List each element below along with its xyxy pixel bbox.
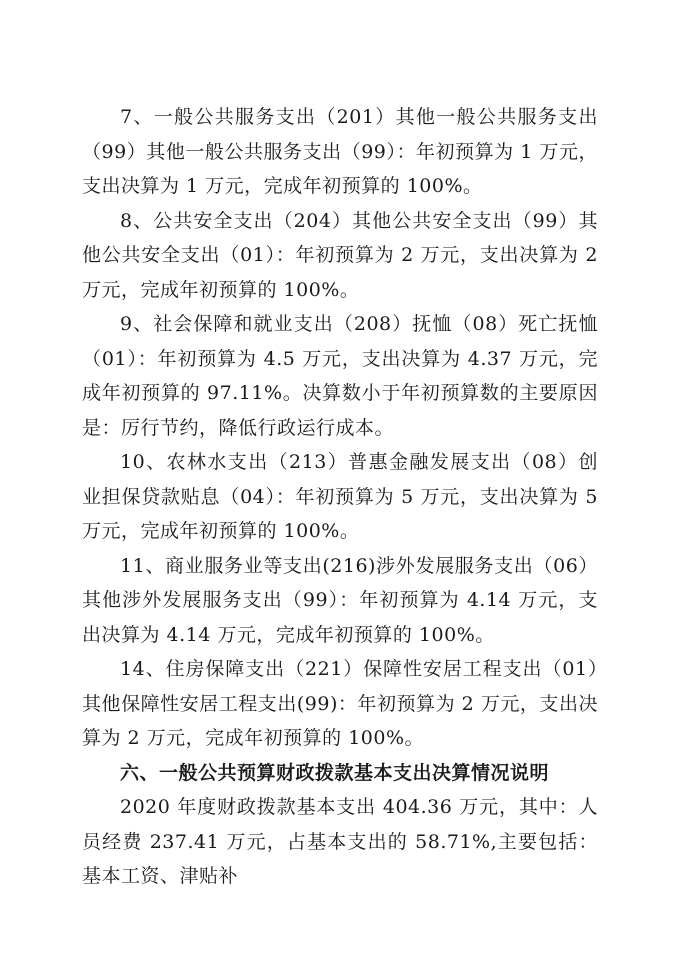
paragraph-item-8: 8、公共安全支出（204）其他公共安全支出（99）其他公共安全支出（01）：年初预算为 2 万元，支出决算为 2 万元，完成年初预算的 100%。 xyxy=(82,209,598,301)
paragraph-item-10: 10、农林水支出（213）普惠金融发展支出（08）创业担保贷款贴息（04）：年初预算为 5 万元，支出决算为 5 万元，完成年初预算的 100%。 xyxy=(82,451,598,542)
section-heading: 六、一般公共预算财政拨款基本支出决算情况说明 xyxy=(120,761,550,784)
paragraph-item-14: 14、住房保障支出（221）保障性安居工程支出（01）其他保障性安居工程支出(99)：年初预算为 2 万元，支出决算为 2 万元，完成年初预算的 100%。 xyxy=(82,658,598,749)
paragraph-item-9: 9、社会保障和就业支出（208）抚恤（08）死亡抚恤（01）：年初预算为 4.5 万元，支出决算为 4.37 万元，完成年初预算的 97.11%。决算数小于年初预算数的主要原因是：厉行节约，降低行政运行成本。 xyxy=(82,313,598,439)
paragraph-item-11: 11、商业服务业等支出(216)涉外发展服务支出（06）其他涉外发展服务支出（99）：年初预算为 4.14 万元，支出决算为 4.14 万元，完成年初预算的 100%。 xyxy=(82,554,598,646)
document-body xyxy=(82,100,598,894)
paragraph-item-7: 7、一般公共服务支出（201）其他一般公共服务支出（99）其他一般公共服务支出（99）：年初预算为 1 万元，支出决算为 1 万元，完成年初预算的 100%。 xyxy=(82,106,598,197)
summary-paragraph: 2020 年度财政拨款基本支出 404.36 万元，其中：人员经费 237.41 万元，占基本支出的 58.71%,主要包括：基本工资、津贴补 xyxy=(82,796,598,887)
